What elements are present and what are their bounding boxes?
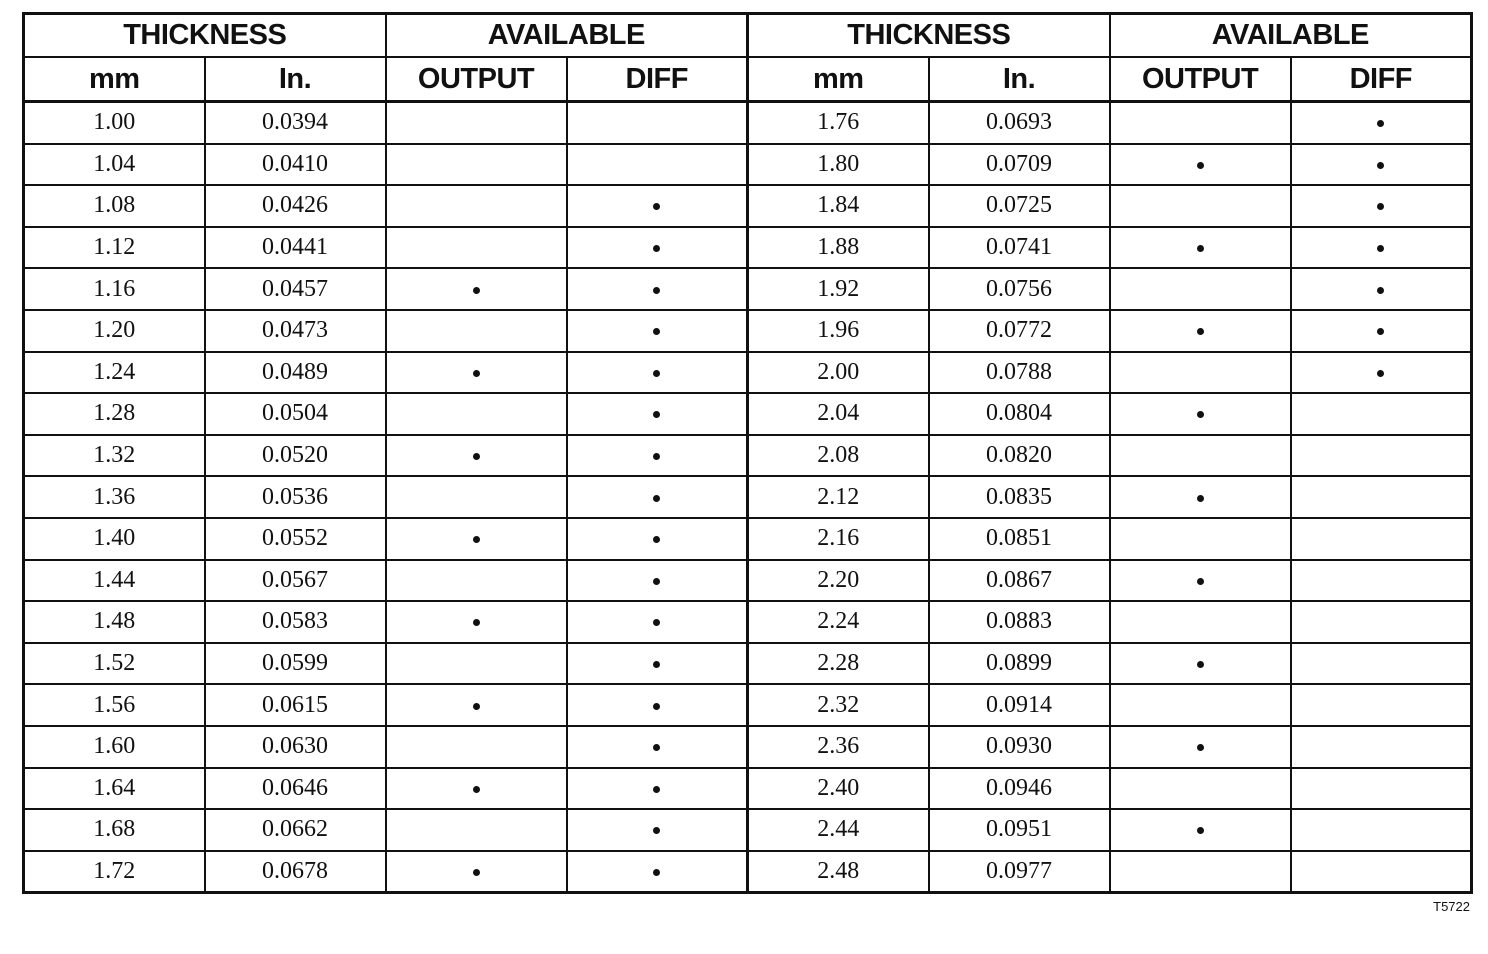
table-row <box>24 185 1472 227</box>
thickness-mm-cell: 2.20 <box>748 560 929 602</box>
output-availability-cell <box>1110 684 1291 726</box>
output-availability-cell <box>386 185 567 227</box>
output-availability-cell <box>1110 393 1291 435</box>
diff-availability-cell <box>567 768 748 810</box>
table-row <box>24 726 1472 768</box>
diff-availability-cell <box>1291 809 1472 851</box>
diff-availability-cell <box>1291 185 1472 227</box>
in-column-header-left: In. <box>205 57 386 102</box>
diff-availability-cell <box>567 643 748 685</box>
thickness-mm-cell: 1.60 <box>24 726 205 768</box>
output-availability-cell <box>386 851 567 893</box>
output-availability-cell <box>386 643 567 685</box>
diff-availability-cell <box>1291 726 1472 768</box>
thickness-in-cell: 0.0646 <box>205 768 386 810</box>
thickness-mm-cell: 1.48 <box>24 601 205 643</box>
thickness-in-cell: 0.0441 <box>205 227 386 269</box>
output-availability-cell <box>1110 560 1291 602</box>
available-dot-icon <box>653 328 660 335</box>
available-dot-icon <box>473 370 480 377</box>
output-availability-cell <box>386 102 567 144</box>
diff-availability-cell <box>1291 601 1472 643</box>
available-dot-icon <box>1197 578 1204 585</box>
thickness-in-cell: 0.0536 <box>205 476 386 518</box>
available-dot-icon <box>1377 203 1384 210</box>
thickness-in-cell: 0.0693 <box>929 102 1110 144</box>
output-availability-cell <box>1110 268 1291 310</box>
thickness-mm-cell: 1.92 <box>748 268 929 310</box>
output-availability-cell <box>1110 435 1291 477</box>
thickness-mm-cell: 1.44 <box>24 560 205 602</box>
table-row <box>24 809 1472 851</box>
diff-availability-cell <box>567 352 748 394</box>
diff-availability-cell <box>1291 352 1472 394</box>
mm-column-header-left: mm <box>24 57 205 102</box>
available-dot-icon <box>653 786 660 793</box>
output-availability-cell <box>386 227 567 269</box>
table-row <box>24 393 1472 435</box>
output-availability-cell <box>1110 601 1291 643</box>
available-dot-icon <box>653 287 660 294</box>
shim-thickness-table <box>22 12 1473 894</box>
available-dot-icon <box>653 495 660 502</box>
output-availability-cell <box>386 476 567 518</box>
diff-availability-cell <box>567 601 748 643</box>
diff-availability-cell <box>1291 851 1472 893</box>
available-dot-icon <box>1197 411 1204 418</box>
diff-availability-cell <box>1291 144 1472 186</box>
thickness-mm-cell: 1.20 <box>24 310 205 352</box>
available-dot-icon <box>1197 744 1204 751</box>
diff-availability-cell <box>1291 643 1472 685</box>
diff-availability-cell <box>567 851 748 893</box>
output-availability-cell <box>1110 768 1291 810</box>
diff-availability-cell <box>1291 560 1472 602</box>
thickness-mm-cell: 1.40 <box>24 518 205 560</box>
output-availability-cell <box>386 352 567 394</box>
available-dot-icon <box>1197 661 1204 668</box>
thickness-mm-cell: 1.88 <box>748 227 929 269</box>
output-availability-cell <box>386 310 567 352</box>
available-dot-icon <box>653 370 660 377</box>
thickness-in-cell: 0.0946 <box>929 768 1110 810</box>
available-dot-icon <box>473 869 480 876</box>
output-availability-cell <box>386 435 567 477</box>
output-availability-cell <box>1110 352 1291 394</box>
thickness-mm-cell: 1.84 <box>748 185 929 227</box>
thickness-mm-cell: 2.24 <box>748 601 929 643</box>
output-availability-cell <box>386 518 567 560</box>
available-dot-icon <box>473 619 480 626</box>
diff-availability-cell <box>567 227 748 269</box>
thickness-in-cell: 0.0394 <box>205 102 386 144</box>
output-availability-cell <box>386 393 567 435</box>
available-dot-icon <box>653 245 660 252</box>
thickness-mm-cell: 2.32 <box>748 684 929 726</box>
available-dot-icon <box>1377 287 1384 294</box>
diff-column-header-left: DIFF <box>567 57 748 102</box>
available-dot-icon <box>1377 370 1384 377</box>
thickness-mm-cell: 1.52 <box>24 643 205 685</box>
thickness-mm-cell: 2.08 <box>748 435 929 477</box>
output-availability-cell <box>386 809 567 851</box>
table-row <box>24 518 1472 560</box>
output-availability-cell <box>386 560 567 602</box>
column-header-row <box>24 57 1472 102</box>
table-row <box>24 102 1472 144</box>
diff-availability-cell <box>1291 768 1472 810</box>
table-row <box>24 227 1472 269</box>
available-dot-icon <box>1197 328 1204 335</box>
thickness-in-cell: 0.0851 <box>929 518 1110 560</box>
thickness-mm-cell: 1.12 <box>24 227 205 269</box>
thickness-mm-cell: 1.76 <box>748 102 929 144</box>
table-row <box>24 435 1472 477</box>
available-dot-icon <box>653 619 660 626</box>
thickness-mm-cell: 1.32 <box>24 435 205 477</box>
thickness-mm-cell: 1.56 <box>24 684 205 726</box>
thickness-mm-cell: 1.24 <box>24 352 205 394</box>
thickness-in-cell: 0.0457 <box>205 268 386 310</box>
thickness-mm-cell: 1.72 <box>24 851 205 893</box>
thickness-mm-cell: 2.40 <box>748 768 929 810</box>
output-availability-cell <box>1110 518 1291 560</box>
diff-availability-cell <box>567 518 748 560</box>
table-row <box>24 560 1472 602</box>
thickness-mm-cell: 1.08 <box>24 185 205 227</box>
available-dot-icon <box>653 661 660 668</box>
thickness-mm-cell: 2.48 <box>748 851 929 893</box>
available-dot-icon <box>1197 162 1204 169</box>
available-dot-icon <box>653 869 660 876</box>
thickness-in-cell: 0.0552 <box>205 518 386 560</box>
available-dot-icon <box>653 203 660 210</box>
thickness-mm-cell: 1.64 <box>24 768 205 810</box>
thickness-in-cell: 0.0930 <box>929 726 1110 768</box>
diff-availability-cell <box>567 268 748 310</box>
diff-availability-cell <box>567 684 748 726</box>
thickness-in-cell: 0.0741 <box>929 227 1110 269</box>
diff-availability-cell <box>1291 268 1472 310</box>
table-body <box>24 102 1472 893</box>
thickness-mm-cell: 2.04 <box>748 393 929 435</box>
diff-availability-cell <box>1291 518 1472 560</box>
diff-availability-cell <box>1291 684 1472 726</box>
output-availability-cell <box>1110 185 1291 227</box>
output-availability-cell <box>1110 227 1291 269</box>
thickness-mm-cell: 2.00 <box>748 352 929 394</box>
diff-availability-cell <box>1291 227 1472 269</box>
table-row <box>24 268 1472 310</box>
thickness-in-cell: 0.0951 <box>929 809 1110 851</box>
available-dot-icon <box>1377 245 1384 252</box>
thickness-in-cell: 0.0520 <box>205 435 386 477</box>
diff-availability-cell <box>567 185 748 227</box>
thickness-in-cell: 0.0662 <box>205 809 386 851</box>
diff-availability-cell <box>567 144 748 186</box>
thickness-mm-cell: 1.80 <box>748 144 929 186</box>
diff-availability-cell <box>567 310 748 352</box>
thickness-in-cell: 0.0788 <box>929 352 1110 394</box>
diff-availability-cell <box>567 102 748 144</box>
thickness-in-cell: 0.0615 <box>205 684 386 726</box>
thickness-mm-cell: 1.28 <box>24 393 205 435</box>
diff-availability-cell <box>1291 102 1472 144</box>
thickness-in-cell: 0.0426 <box>205 185 386 227</box>
output-availability-cell <box>1110 643 1291 685</box>
thickness-in-cell: 0.0977 <box>929 851 1110 893</box>
available-dot-icon <box>653 703 660 710</box>
diff-availability-cell <box>567 435 748 477</box>
diff-availability-cell <box>1291 310 1472 352</box>
available-dot-icon <box>473 287 480 294</box>
diff-availability-cell <box>567 809 748 851</box>
output-availability-cell <box>386 144 567 186</box>
available-dot-icon <box>653 744 660 751</box>
table-row <box>24 768 1472 810</box>
thickness-group-header-right: THICKNESS <box>748 14 1110 58</box>
diff-availability-cell <box>1291 476 1472 518</box>
available-dot-icon <box>1197 495 1204 502</box>
available-dot-icon <box>1197 245 1204 252</box>
thickness-in-cell: 0.0820 <box>929 435 1110 477</box>
in-column-header-right: In. <box>929 57 1110 102</box>
output-availability-cell <box>386 601 567 643</box>
output-availability-cell <box>1110 310 1291 352</box>
available-group-header-right: AVAILABLE <box>1110 14 1472 58</box>
available-dot-icon <box>473 536 480 543</box>
available-group-header-left: AVAILABLE <box>386 14 748 58</box>
output-column-header-right: OUTPUT <box>1110 57 1291 102</box>
thickness-mm-cell: 1.96 <box>748 310 929 352</box>
output-availability-cell <box>1110 851 1291 893</box>
table-row <box>24 310 1472 352</box>
output-availability-cell <box>1110 102 1291 144</box>
output-availability-cell <box>1110 476 1291 518</box>
thickness-in-cell: 0.0725 <box>929 185 1110 227</box>
diff-availability-cell <box>567 726 748 768</box>
diff-column-header-right: DIFF <box>1291 57 1472 102</box>
thickness-mm-cell: 2.36 <box>748 726 929 768</box>
diff-availability-cell <box>567 476 748 518</box>
group-header-row <box>24 14 1472 58</box>
thickness-in-cell: 0.0489 <box>205 352 386 394</box>
thickness-in-cell: 0.0630 <box>205 726 386 768</box>
available-dot-icon <box>1377 120 1384 127</box>
output-availability-cell <box>1110 144 1291 186</box>
thickness-in-cell: 0.0804 <box>929 393 1110 435</box>
thickness-in-cell: 0.0772 <box>929 310 1110 352</box>
thickness-group-header-left: THICKNESS <box>24 14 386 58</box>
thickness-in-cell: 0.0899 <box>929 643 1110 685</box>
output-availability-cell <box>1110 809 1291 851</box>
mm-column-header-right: mm <box>748 57 929 102</box>
thickness-in-cell: 0.0709 <box>929 144 1110 186</box>
thickness-in-cell: 0.0883 <box>929 601 1110 643</box>
available-dot-icon <box>653 536 660 543</box>
output-availability-cell <box>386 684 567 726</box>
thickness-in-cell: 0.0410 <box>205 144 386 186</box>
thickness-in-cell: 0.0504 <box>205 393 386 435</box>
thickness-in-cell: 0.0914 <box>929 684 1110 726</box>
output-availability-cell <box>386 268 567 310</box>
output-availability-cell <box>386 726 567 768</box>
thickness-in-cell: 0.0473 <box>205 310 386 352</box>
thickness-mm-cell: 2.28 <box>748 643 929 685</box>
output-availability-cell <box>386 768 567 810</box>
table-row <box>24 144 1472 186</box>
available-dot-icon <box>1377 328 1384 335</box>
available-dot-icon <box>473 786 480 793</box>
available-dot-icon <box>653 827 660 834</box>
available-dot-icon <box>653 453 660 460</box>
thickness-mm-cell: 1.00 <box>24 102 205 144</box>
output-column-header-left: OUTPUT <box>386 57 567 102</box>
available-dot-icon <box>473 703 480 710</box>
thickness-in-cell: 0.0678 <box>205 851 386 893</box>
thickness-mm-cell: 2.12 <box>748 476 929 518</box>
diff-availability-cell <box>567 393 748 435</box>
diff-availability-cell <box>1291 393 1472 435</box>
diff-availability-cell <box>1291 435 1472 477</box>
table-row <box>24 684 1472 726</box>
available-dot-icon <box>1377 162 1384 169</box>
thickness-in-cell: 0.0599 <box>205 643 386 685</box>
thickness-mm-cell: 1.36 <box>24 476 205 518</box>
table-row <box>24 476 1472 518</box>
figure-code: T5722 <box>1433 899 1470 914</box>
available-dot-icon <box>653 411 660 418</box>
thickness-mm-cell: 1.68 <box>24 809 205 851</box>
available-dot-icon <box>653 578 660 585</box>
thickness-mm-cell: 1.04 <box>24 144 205 186</box>
thickness-in-cell: 0.0867 <box>929 560 1110 602</box>
thickness-mm-cell: 2.44 <box>748 809 929 851</box>
table-row <box>24 851 1472 893</box>
diff-availability-cell <box>567 560 748 602</box>
thickness-in-cell: 0.0583 <box>205 601 386 643</box>
thickness-mm-cell: 1.16 <box>24 268 205 310</box>
available-dot-icon <box>1197 827 1204 834</box>
thickness-in-cell: 0.0567 <box>205 560 386 602</box>
table-row <box>24 352 1472 394</box>
output-availability-cell <box>1110 726 1291 768</box>
table-row <box>24 601 1472 643</box>
thickness-mm-cell: 2.16 <box>748 518 929 560</box>
thickness-in-cell: 0.0756 <box>929 268 1110 310</box>
thickness-in-cell: 0.0835 <box>929 476 1110 518</box>
available-dot-icon <box>473 453 480 460</box>
table-row <box>24 643 1472 685</box>
